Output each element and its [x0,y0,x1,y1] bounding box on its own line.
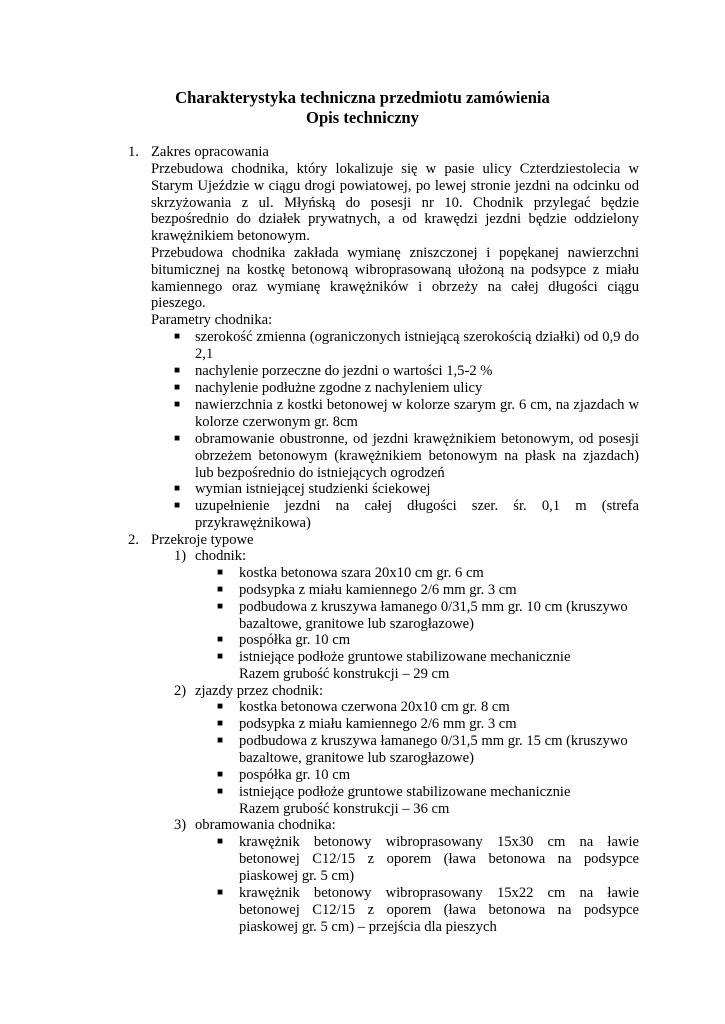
bullet-marker: ■ [217,735,224,746]
param-item: obramowanie obustronne, od jezdni krawężnikiem betonowym, od posesji obrzeżem betonowym (krawężnikiem betonowym na płask na zjazdach) lub bezpośrednio do istniejących ogrodzeń [195,431,639,481]
bullet-marker: ■ [217,567,224,578]
param-item: nawierzchnia z kostki betonowej w kolorze szarym gr. 6 cm, na zjazdach w kolorze czerwonym gr. 8cm [195,397,639,430]
param-item: wymian istniejącej studzienki ściekowej [195,481,431,497]
bullet-marker: ■ [217,584,224,595]
param-item: szerokość zmienna (ograniczonych istniejącą szerokością działki) od 0,9 do 2,1 [195,329,639,362]
bullet-marker: ■ [174,331,181,342]
params-label: Parametry chodnika: [151,312,273,328]
bullet-marker: ■ [174,433,181,444]
bullet-marker: ■ [217,701,224,712]
section-1-heading: Zakres opracowania [151,144,269,160]
layer-item: pospółka gr. 10 cm [239,632,351,648]
layer-item: podsypka z miału kamiennego 2/6 mm gr. 3 cm [239,716,517,732]
bullet-marker: ■ [174,483,181,494]
sub-2-heading: zjazdy przez chodnik: [195,683,324,699]
layer-item: krawężnik betonowy wibroprasowany 15x22 cm na ławie betonowej C12/15 z oporem (ława betonowa na podsypce piaskowej gr. 5 cm) – przejścia dla pieszych [239,885,639,935]
param-item: nachylenie porzeczne do jezdni o wartości 1,5-2 % [195,363,493,379]
layer-item: istniejące podłoże gruntowe stabilizowane mechanicznie [239,784,571,800]
layer-item: istniejące podłoże gruntowe stabilizowane mechanicznie [239,649,571,665]
layer-item: podbudowa z kruszywa łamanego 0/31,5 mm gr. 10 cm (kruszywo bazaltowe, granitowe lub szarogłazowe) [239,599,628,632]
bullet-marker: ■ [217,651,224,662]
section-2-number: 2. [128,532,139,548]
bullet-marker: ■ [217,836,224,847]
bullet-marker: ■ [174,500,181,511]
sub-1-number: 1) [174,548,187,564]
layer-item: kostka betonowa szara 20x10 cm gr. 6 cm [239,565,484,581]
param-item: nachylenie podłużne zgodne z nachyleniem ulicy [195,380,483,396]
document-title: Charakterystyka techniczna przedmiotu zamówienia [175,88,550,107]
section-2-heading: Przekroje typowe [151,532,254,548]
sub-3-number: 3) [174,817,187,833]
param-item: uzupełnienie jezdni na całej długości szer. śr. 0,1 m (strefa przykrawężnikowa) [195,498,639,531]
bullet-marker: ■ [217,601,224,612]
section-1-paragraph-2: Przebudowa chodnika zakłada wymianę zniszczonej i popękanej nawierzchni bitumicznej na kostkę betonową wibroprasowaną ułożoną na podsypce z miału kamiennego oraz wymianę krawężników i obrzeży na całej długości ciągu pieszego. [151,245,639,312]
bullet-marker: ■ [217,634,224,645]
bullet-marker: ■ [217,887,224,898]
sub-2-number: 2) [174,683,187,699]
sub-2-total: Razem grubość konstrukcji – 36 cm [239,801,450,817]
layer-item: podsypka z miału kamiennego 2/6 mm gr. 3 cm [239,582,517,598]
bullet-marker: ■ [217,718,224,729]
bullet-marker: ■ [217,769,224,780]
section-1-paragraph-1: Przebudowa chodnika, który lokalizuje się w pasie ulicy Czterdziestolecia w Starym Ujeździe w ciągu drogi powiatowej, po lewej stronie jezdni na odcinku od skrzyżowania z ul. Młyńską do posesji nr 10. Chodnik przylegać będzie bezpośrednio do działek prywatnych, a od krawędzi jezdni będzie oddzielony krawężnikiem betonowym. [151,161,639,245]
bullet-marker: ■ [174,382,181,393]
section-1-number: 1. [128,144,139,160]
sub-1-total: Razem grubość konstrukcji – 29 cm [239,666,450,682]
layer-item: krawężnik betonowy wibroprasowany 15x30 cm na ławie betonowej C12/15 z oporem (ława betonowa na podsypce piaskowej gr. 5 cm) [239,834,639,884]
sub-3-heading: obramowania chodnika: [195,817,336,833]
bullet-marker: ■ [174,365,181,376]
layer-item: podbudowa z kruszywa łamanego 0/31,5 mm gr. 15 cm (kruszywo bazaltowe, granitowe lub szarogłazowe) [239,733,628,766]
document-subtitle: Opis techniczny [306,108,419,127]
layer-item: pospółka gr. 10 cm [239,767,351,783]
sub-1-heading: chodnik: [195,548,247,564]
bullet-marker: ■ [217,786,224,797]
bullet-marker: ■ [174,399,181,410]
layer-item: kostka betonowa czerwona 20x10 cm gr. 8 cm [239,699,510,715]
